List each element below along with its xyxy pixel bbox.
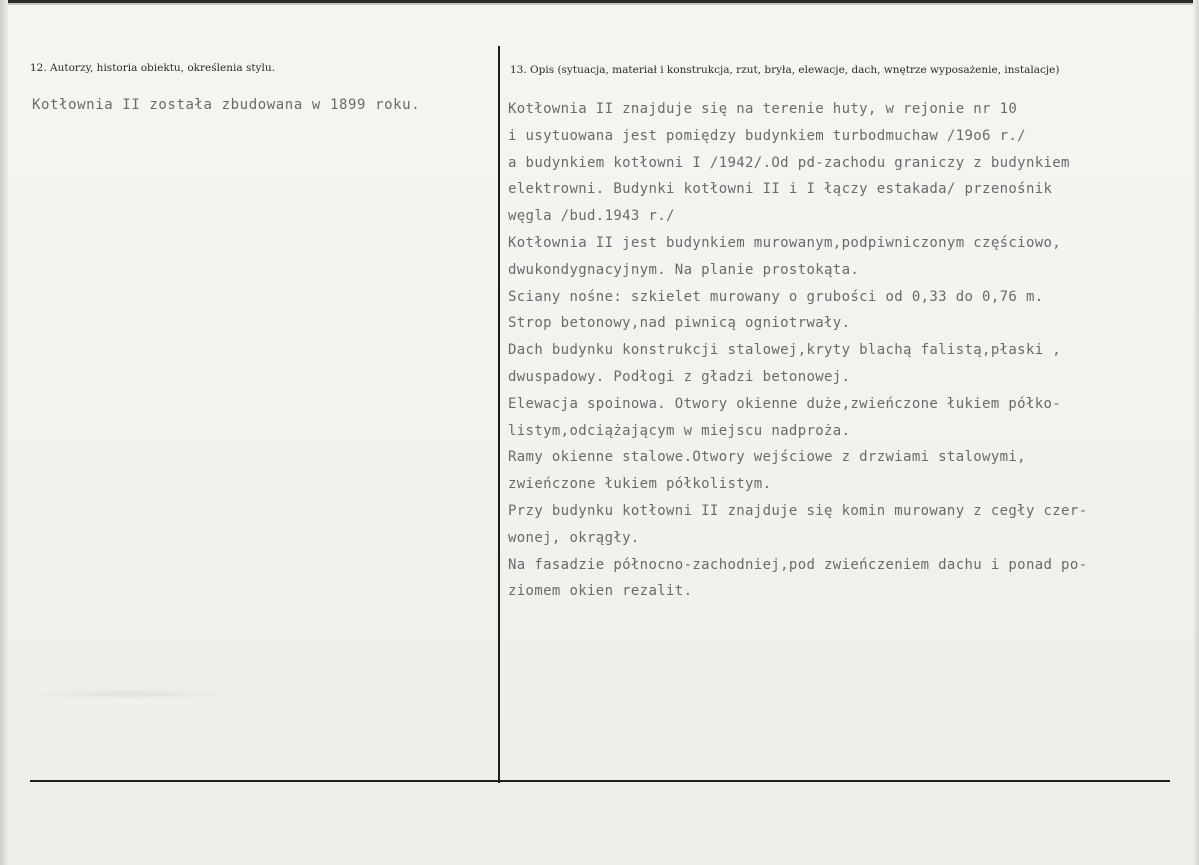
description-line: listym,odciążającym w miejscu nadproża. — [508, 422, 851, 439]
description-line: dwuspadowy. Podłogi z gładzi betonowej. — [508, 368, 851, 385]
section-12-heading: 12. Autorzy, historia obiektu, określenia stylu. — [30, 62, 275, 74]
column-divider — [498, 46, 500, 783]
description-line: Sciany nośne: szkielet murowany o grubości od 0,33 do 0,76 m. — [508, 288, 1044, 305]
section-12-text: Kotłownia II została zbudowana w 1899 roku. — [32, 97, 421, 113]
description-line: ziomem okien rezalit. — [508, 583, 693, 600]
top-edge-shadow — [0, 3, 1199, 5]
description-line: Przy budynku kotłowni II znajduje się komin murowany z cegły czer- — [508, 502, 1088, 519]
description-line: Na fasadzie północno-zachodniej,pod zwieńczeniem dachu i ponad po- — [508, 556, 1088, 573]
description-line: dwukondygnacyjnym. Na planie prostokąta. — [508, 261, 860, 278]
description-line: a budynkiem kotłowni I /1942/.Od pd-zachodu graniczy z budynkiem — [508, 154, 1070, 171]
description-line: i usytuowana jest pomiędzy budynkiem turbodmuchaw /19o6 r./ — [508, 127, 1026, 144]
description-line: węgla /bud.1943 r./ — [508, 208, 675, 225]
description-line: Elewacja spoinowa. Otwory okienne duże,zwieńczone łukiem półko- — [508, 395, 1062, 412]
description-line: Dach budynku konstrukcji stalowej,kryty blachą falistą,płaski , — [508, 342, 1062, 359]
bottom-rule — [30, 780, 1170, 782]
description-line: elektrowni. Budynki kotłowni II i I łączy estakada/ przenośnik — [508, 181, 1053, 198]
description-line: zwieńczone łukiem półkolistym. — [508, 476, 772, 493]
description-line: Ramy okienne stalowe.Otwory wejściowe z drzwiami stalowymi, — [508, 449, 1026, 466]
description-line: Strop betonowy,nad piwnicą ogniotrwały. — [508, 315, 851, 332]
description-line: Kotłownia II znajduje się na terenie huty, w rejonie nr 10 — [508, 101, 1018, 117]
section-13-description — [508, 96, 1188, 605]
right-edge-shadow — [1193, 0, 1199, 865]
paper-stain — [20, 688, 240, 700]
description-line: wonej, okrągły. — [508, 529, 640, 546]
left-edge-shadow — [0, 0, 8, 865]
section-13-heading: 13. Opis (sytuacja, materiał i konstrukcja, rzut, bryła, elewacje, dach, wnętrze wyposażenie, instalacje) — [510, 64, 1060, 76]
description-line: Kotłownia II jest budynkiem murowanym,podpiwniczonym częściowo, — [508, 234, 1062, 251]
